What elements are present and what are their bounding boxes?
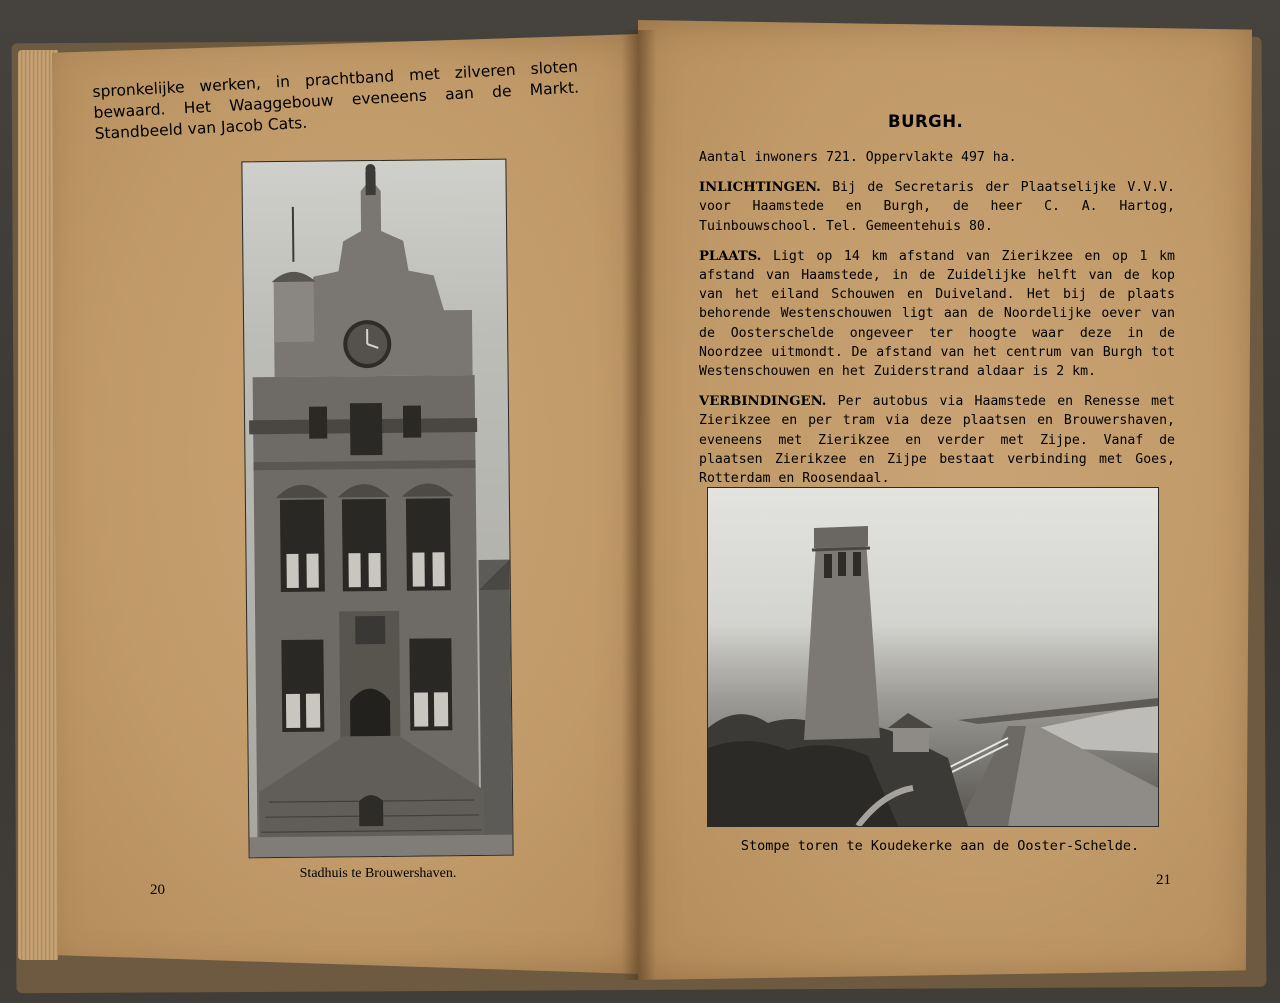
toren-illustration bbox=[708, 488, 1158, 826]
connections-paragraph bbox=[699, 392, 1175, 488]
stadhuis-illustration bbox=[242, 160, 512, 858]
page-number-right: 21 bbox=[1156, 872, 1171, 888]
stadhuis-caption: Stadhuis te Brouwershaven. bbox=[299, 866, 457, 881]
info-lead: INLICHTINGEN. bbox=[699, 180, 821, 196]
connections-lead: VERBINDINGEN. bbox=[699, 394, 827, 410]
info-paragraph bbox=[699, 178, 1175, 236]
connections-text: Per autobus via Haamstede en Renesse met Zierikzee en per tram via deze plaatsen en Brouwershaven, eveneens met Zierikzee en verder met Zijpe. Vanaf de plaatsen Zierikzee en Zijpe bestaat verbinding met Goes, Rotterdam en Roosendaal. bbox=[699, 394, 1175, 487]
page-stack-edge bbox=[18, 50, 58, 960]
place-text: Ligt op 14 km afstand van Zierikzee en op 1 km afstand van Haamstede, in de Zuidelijke helft van de kop van het eiland Schouwen en Duiveland. Het bij de plaats behorende Westenschouwen ligt aan de Noordelijke oever van de Oosterschelde ongeveer ter hoogte waar deze in de Noordzee uitmondt. De afstand van het centrum van Burgh tot Westenschouwen en het Zuiderstrand aldaar is 2 km. bbox=[699, 248, 1175, 380]
place-paragraph bbox=[699, 247, 1175, 381]
stadhuis-photo bbox=[241, 159, 513, 859]
toren-caption: Stompe toren te Koudekerke aan de Ooster-Schelde. bbox=[740, 838, 1140, 854]
page-number-left: 20 bbox=[150, 882, 165, 898]
right-page-body bbox=[699, 148, 1175, 499]
left-page-text: spronkelijke werken, in prachtband met zilveren sloten bewaard. Het Waaggebouw eveneens aan de Markt. Standbeeld van Jacob Cats. bbox=[92, 57, 580, 143]
section-title: BURGH. bbox=[888, 112, 964, 131]
place-lead: PLAATS. bbox=[699, 248, 762, 264]
toren-photo bbox=[707, 487, 1159, 827]
stats-line: Aantal inwoners 721. Oppervlakte 497 ha. bbox=[699, 150, 1017, 165]
info-text: Bij de Secretaris der Plaatselijke V.V.V. voor Haamstede en Burgh, de heer C. A. Hartog, Tuinbouwschool. Tel. Gemeentehuis 80. bbox=[699, 180, 1175, 234]
